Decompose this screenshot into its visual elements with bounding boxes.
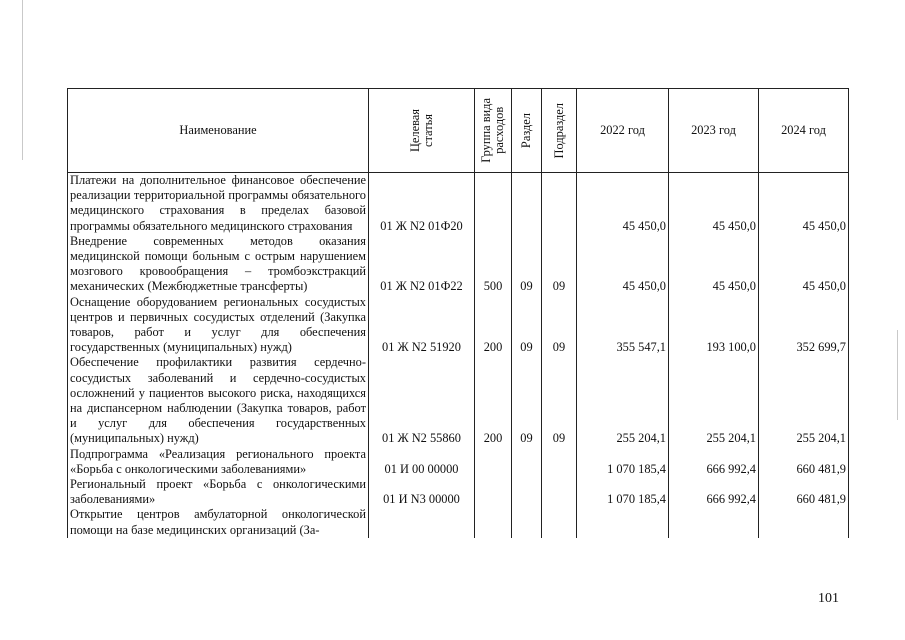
row-value-2023: 255 204,1 xyxy=(669,355,759,446)
row-value-2023: 666 992,4 xyxy=(669,477,759,507)
row-value-2024: 255 204,1 xyxy=(759,355,849,446)
header-subsection-label: Подраздел xyxy=(551,102,566,159)
row-value-2023: 193 100,0 xyxy=(669,295,759,356)
row-section: 09 xyxy=(512,355,542,446)
header-section xyxy=(512,89,542,173)
row-name: Оснащение оборудованием региональных сосудистых центров и первичных сосудистых отделений (Закупка товаров, работ и услуг для обеспечения государственных (муниципальных) нужд) xyxy=(68,295,369,356)
row-section: 09 xyxy=(512,234,542,295)
row-target-code: 01 Ж N2 01Ф20 xyxy=(369,173,475,234)
row-name: Подпрограмма «Реализация регионального проекта «Борьба с онкологическими заболеваниями» xyxy=(68,447,369,477)
row-value-2024: 45 450,0 xyxy=(759,173,849,234)
row-section: 09 xyxy=(512,295,542,356)
row-name: Открытие центров амбулаторной онкологической помощи на базе медицинских организаций (За- xyxy=(68,507,369,537)
table-row xyxy=(68,173,849,234)
header-year-2022: 2022 год xyxy=(577,89,669,173)
scan-edge-line xyxy=(897,330,898,420)
table-row xyxy=(68,507,849,537)
row-value-2023 xyxy=(669,507,759,537)
row-expense-group: 500 xyxy=(475,234,512,295)
row-value-2022: 255 204,1 xyxy=(577,355,669,446)
table-row xyxy=(68,355,849,446)
table-row xyxy=(68,447,849,477)
table-header-row xyxy=(68,89,849,173)
row-value-2023: 45 450,0 xyxy=(669,234,759,295)
header-expense-group-label: Группа вида расходов xyxy=(479,98,506,163)
row-expense-group: 200 xyxy=(475,355,512,446)
row-value-2024: 660 481,9 xyxy=(759,477,849,507)
table-row xyxy=(68,234,849,295)
row-value-2024: 45 450,0 xyxy=(759,234,849,295)
row-target-code: 01 Ж N2 51920 xyxy=(369,295,475,356)
row-subsection xyxy=(542,447,577,477)
header-year-2023: 2023 год xyxy=(669,89,759,173)
row-expense-group xyxy=(475,447,512,477)
page-number: 101 xyxy=(818,591,839,606)
row-subsection xyxy=(542,507,577,537)
row-value-2022: 45 450,0 xyxy=(577,234,669,295)
table-row xyxy=(68,477,849,507)
row-expense-group xyxy=(475,477,512,507)
header-subsection xyxy=(542,89,577,173)
row-name: Внедрение современных методов оказания медицинской помощи больным с острым нарушением мозгового кровообращения – тромбоэкстракций механических (Межбюджетные трансферты) xyxy=(68,234,369,295)
row-value-2023: 45 450,0 xyxy=(669,173,759,234)
row-target-code xyxy=(369,507,475,537)
row-name: Региональный проект «Борьба с онкологическими заболеваниями» xyxy=(68,477,369,507)
table-row xyxy=(68,295,849,356)
row-value-2022: 355 547,1 xyxy=(577,295,669,356)
row-name: Платежи на дополнительное финансовое обеспечение реализации территориальной программы обязательного медицинского страхования в пределах базовой программы обязательного медицинского страхования xyxy=(68,173,369,234)
scan-edge-line xyxy=(22,0,23,160)
row-section xyxy=(512,173,542,234)
row-target-code: 01 Ж N2 01Ф22 xyxy=(369,234,475,295)
row-section xyxy=(512,447,542,477)
row-section xyxy=(512,477,542,507)
row-target-code: 01 И 00 00000 xyxy=(369,447,475,477)
row-subsection xyxy=(542,173,577,234)
row-subsection xyxy=(542,477,577,507)
header-target-article xyxy=(369,89,475,173)
row-value-2024 xyxy=(759,507,849,537)
row-value-2022: 1 070 185,4 xyxy=(577,477,669,507)
row-subsection: 09 xyxy=(542,295,577,356)
budget-table xyxy=(67,88,849,538)
row-value-2023: 666 992,4 xyxy=(669,447,759,477)
row-target-code: 01 Ж N2 55860 xyxy=(369,355,475,446)
row-expense-group xyxy=(475,507,512,537)
row-value-2022 xyxy=(577,507,669,537)
row-expense-group xyxy=(475,173,512,234)
header-target-article-label: Целевая статья xyxy=(407,108,435,153)
header-expense-group xyxy=(475,89,512,173)
row-value-2024: 660 481,9 xyxy=(759,447,849,477)
row-subsection: 09 xyxy=(542,234,577,295)
row-name: Обеспечение профилактики развития сердечно-сосудистых заболеваний и сердечно-сосудистых осложнений у пациентов высокого риска, находящихся на диспансерном наблюдении (Закупка товаров, работ и услуг для обеспечения государственных (муниципальных) нужд) xyxy=(68,355,369,446)
row-subsection: 09 xyxy=(542,355,577,446)
row-value-2022: 1 070 185,4 xyxy=(577,447,669,477)
header-section-label: Раздел xyxy=(519,112,533,149)
row-value-2022: 45 450,0 xyxy=(577,173,669,234)
header-year-2024: 2024 год xyxy=(759,89,849,173)
row-value-2024: 352 699,7 xyxy=(759,295,849,356)
row-target-code: 01 И N3 00000 xyxy=(369,477,475,507)
header-name: Наименование xyxy=(68,89,369,173)
row-section xyxy=(512,507,542,537)
row-expense-group: 200 xyxy=(475,295,512,356)
